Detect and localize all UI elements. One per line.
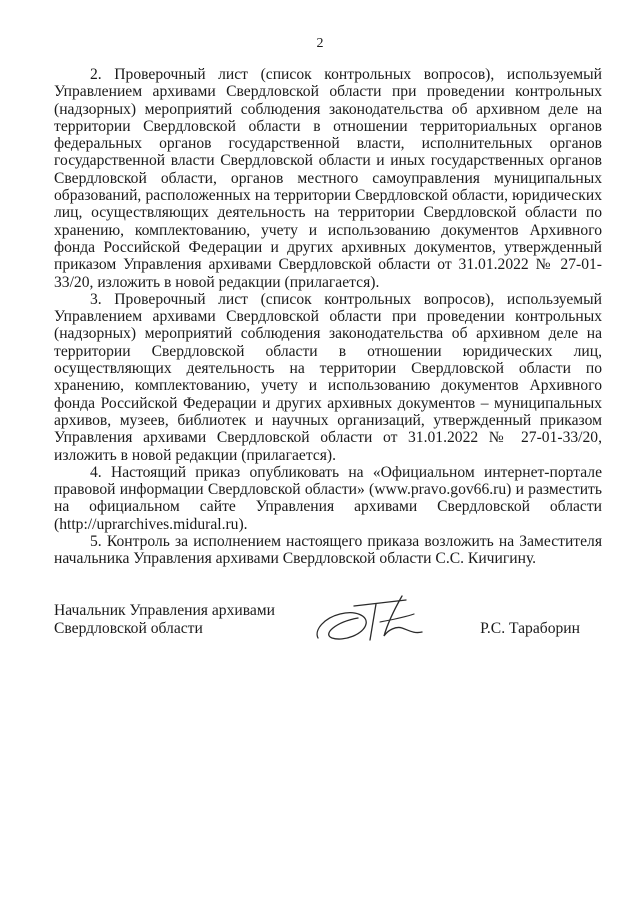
- signatory-position-line1: Начальник Управления архивами: [54, 602, 276, 619]
- page-number: 2: [316, 36, 324, 51]
- signatory-name: Р.С. Тараборин: [480, 620, 580, 637]
- signatory-position-line2: Свердловской области: [54, 620, 203, 637]
- signature-block: [54, 602, 602, 662]
- handwritten-signature-icon: [310, 592, 430, 652]
- paragraph-item-4: 4. Настоящий приказ опубликовать на «Официальном интернет-портале правовой информации Свердловской области» (www.pravo.gov66.ru) и разместить на официальном сайте Управления архивами Свердловской области (http://uprarchives.midural.ru).: [54, 463, 602, 533]
- paragraph-item-3: 3. Проверочный лист (список контрольных вопросов), используемый Управлением архивами Свердловской области при проведении контрольных (надзорных) мероприятий соблюдения законодательства об архивном деле на территории Свердловской области в отношении юридических лиц, осуществляющих деятельность на территории Свердловской области по хранению, комплектованию, учету и использованию документов Архивного фонда Российской Федерации и других архивных документов – муниципальных архивов, музеев, библиотек и научных организаций, утвержденный приказом Управления архивами Свердловской области от 31.01.2022 № 27-01-33/20, изложить в новой редакции (прилагается).: [54, 290, 602, 464]
- signatory-position: [54, 602, 294, 638]
- paragraph-item-5: 5. Контроль за исполнением настоящего приказа возложить на Заместителя начальника Управления архивами Свердловской области С.С. Кичигину.: [54, 533, 602, 568]
- paragraph-item-2: 2. Проверочный лист (список контрольных вопросов), используемый Управлением архивами Свердловской области при проведении контрольных (надзорных) мероприятий соблюдения законодательства об архивном деле на территории Свердловской области в отношении территориальных органов федеральных органов государственной власти, исполнительных органов государственной власти Свердловской области и иных государственных органов Свердловской области, органов местного самоуправления муниципальных образований, расположенных на территории Свердловской области, юридических лиц, осуществляющих деятельность на территории Свердловской области по хранению, комплектованию, учету и использованию документов Архивного фонда Российской Федерации и других архивных документов, утвержденный приказом Управления архивами Свердловской области от 31.01.2022 № 27-01-33/20, изложить в новой редакции (прилагается).: [54, 66, 602, 291]
- document-body: [54, 66, 602, 568]
